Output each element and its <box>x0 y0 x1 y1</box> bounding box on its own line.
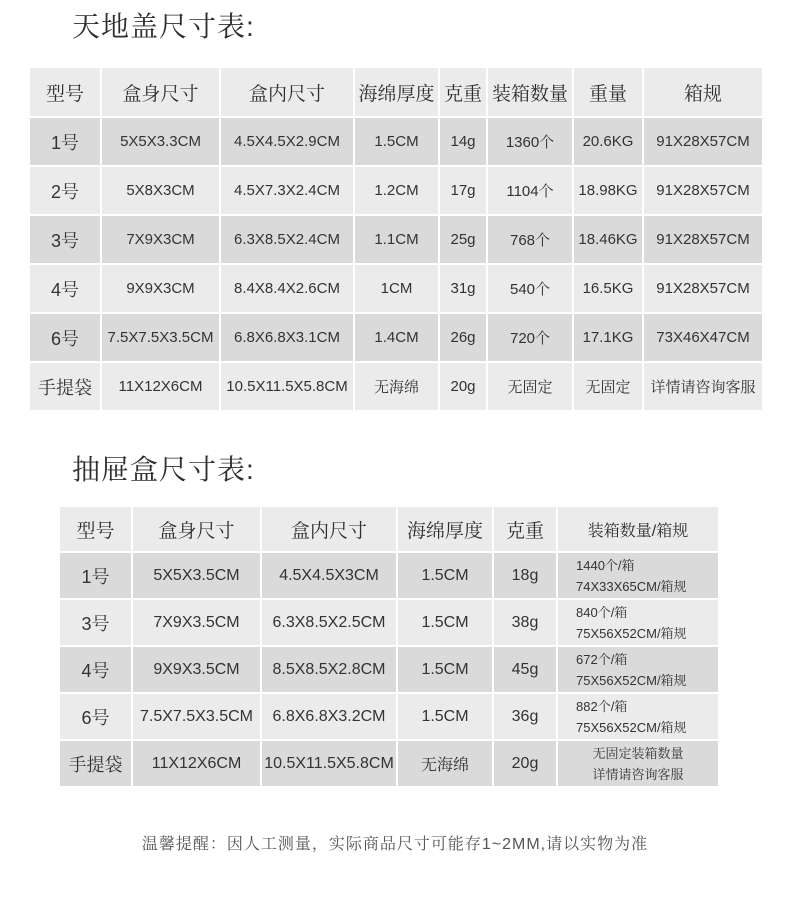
sponge-thickness-cell: 1.1CM <box>355 216 438 263</box>
measurement-notice: 温馨提醒：因人工测量，实际商品尺寸可能存1~2MM,请以实物为准 <box>141 836 649 853</box>
header-packing-quantity: 装箱数量 <box>488 68 572 116</box>
sponge-thickness-cell: 1.5CM <box>355 118 438 165</box>
header-outer-size: 盒身尺寸 <box>102 68 219 116</box>
packing-quantity-cell: 1104个 <box>488 167 572 214</box>
header-inner-size: 盒内尺寸 <box>221 68 353 116</box>
model-cell: 6号 <box>30 314 100 361</box>
weight-cell: 25g <box>440 216 486 263</box>
inner-size-cell: 8.4X8.4X2.6CM <box>221 265 353 312</box>
packing-quantity-line: 672个/箱 <box>576 651 628 667</box>
packing-quantity-line: 无固定装箱数量 <box>592 745 684 761</box>
packing-quantity-cell: 720个 <box>488 314 572 361</box>
sponge-thickness-cell: 1.2CM <box>355 167 438 214</box>
carton-size-cell: 详情请咨询客服 <box>644 363 762 410</box>
packing-and-carton-cell <box>558 553 718 598</box>
inner-size-cell: 6.3X8.5X2.5CM <box>262 600 396 645</box>
model-cell: 手提袋 <box>60 741 131 786</box>
drawer-box-table-title: 抽屉盒尺寸表: <box>72 454 255 485</box>
carton-weight-cell: 16.5KG <box>574 265 642 312</box>
outer-size-cell: 7.5X7.5X3.5CM <box>133 694 260 739</box>
weight-cell: 17g <box>440 167 486 214</box>
header-weight: 克重 <box>440 68 486 116</box>
weight-cell: 20g <box>494 741 556 786</box>
inner-size-cell: 4.5X7.3X2.4CM <box>221 167 353 214</box>
header-packing-and-carton: 装箱数量/箱规 <box>558 507 718 551</box>
carton-size-cell: 91X28X57CM <box>644 118 762 165</box>
carton-size-line: 75X56X52CM/箱规 <box>576 625 687 641</box>
carton-size-cell: 91X28X57CM <box>644 167 762 214</box>
weight-cell: 31g <box>440 265 486 312</box>
packing-quantity-line: 882个/箱 <box>576 698 628 714</box>
carton-weight-cell: 无固定 <box>574 363 642 410</box>
carton-size-line: 75X56X52CM/箱规 <box>576 672 687 688</box>
outer-size-cell: 5X5X3.5CM <box>133 553 260 598</box>
model-cell: 3号 <box>30 216 100 263</box>
packing-and-carton-cell <box>558 741 718 786</box>
packing-quantity-cell: 1360个 <box>488 118 572 165</box>
carton-size-line: 75X56X52CM/箱规 <box>576 719 687 735</box>
header-outer-size: 盒身尺寸 <box>133 507 260 551</box>
model-cell: 1号 <box>30 118 100 165</box>
outer-size-cell: 7X9X3CM <box>102 216 219 263</box>
inner-size-cell: 6.3X8.5X2.4CM <box>221 216 353 263</box>
carton-size-cell: 91X28X57CM <box>644 265 762 312</box>
drawer-box-size-table <box>60 507 718 786</box>
carton-size-line: 74X33X65CM/箱规 <box>576 578 687 594</box>
carton-size-line: 详情请咨询客服 <box>592 766 684 782</box>
packing-quantity-cell: 无固定 <box>488 363 572 410</box>
sponge-thickness-cell: 1.5CM <box>398 553 492 598</box>
packing-and-carton-cell <box>558 694 718 739</box>
inner-size-cell: 10.5X11.5X5.8CM <box>221 363 353 410</box>
model-cell: 6号 <box>60 694 131 739</box>
weight-cell: 20g <box>440 363 486 410</box>
header-inner-size: 盒内尺寸 <box>262 507 396 551</box>
sponge-thickness-cell: 1.4CM <box>355 314 438 361</box>
carton-weight-cell: 18.98KG <box>574 167 642 214</box>
outer-size-cell: 11X12X6CM <box>102 363 219 410</box>
inner-size-cell: 6.8X6.8X3.2CM <box>262 694 396 739</box>
weight-cell: 14g <box>440 118 486 165</box>
sponge-thickness-cell: 1.5CM <box>398 600 492 645</box>
header-sponge-thickness: 海绵厚度 <box>398 507 492 551</box>
weight-cell: 36g <box>494 694 556 739</box>
sponge-thickness-cell: 1CM <box>355 265 438 312</box>
header-model: 型号 <box>60 507 131 551</box>
weight-cell: 45g <box>494 647 556 692</box>
outer-size-cell: 5X5X3.3CM <box>102 118 219 165</box>
weight-cell: 18g <box>494 553 556 598</box>
weight-cell: 26g <box>440 314 486 361</box>
inner-size-cell: 10.5X11.5X5.8CM <box>262 741 396 786</box>
model-cell: 手提袋 <box>30 363 100 410</box>
lid-box-size-table <box>30 68 762 410</box>
model-cell: 4号 <box>30 265 100 312</box>
inner-size-cell: 4.5X4.5X2.9CM <box>221 118 353 165</box>
outer-size-cell: 7.5X7.5X3.5CM <box>102 314 219 361</box>
weight-cell: 38g <box>494 600 556 645</box>
model-cell: 4号 <box>60 647 131 692</box>
header-carton-size: 箱规 <box>644 68 762 116</box>
sponge-thickness-cell: 无海绵 <box>355 363 438 410</box>
outer-size-cell: 7X9X3.5CM <box>133 600 260 645</box>
lid-box-table-title: 天地盖尺寸表: <box>72 11 255 42</box>
header-carton-weight: 重量 <box>574 68 642 116</box>
header-sponge-thickness: 海绵厚度 <box>355 68 438 116</box>
inner-size-cell: 4.5X4.5X3CM <box>262 553 396 598</box>
header-model: 型号 <box>30 68 100 116</box>
outer-size-cell: 9X9X3CM <box>102 265 219 312</box>
packing-quantity-cell: 540个 <box>488 265 572 312</box>
packing-quantity-line: 1440个/箱 <box>576 557 635 573</box>
sponge-thickness-cell: 1.5CM <box>398 694 492 739</box>
sponge-thickness-cell: 无海绵 <box>398 741 492 786</box>
model-cell: 1号 <box>60 553 131 598</box>
packing-quantity-line: 840个/箱 <box>576 604 628 620</box>
packing-quantity-cell: 768个 <box>488 216 572 263</box>
outer-size-cell: 11X12X6CM <box>133 741 260 786</box>
outer-size-cell: 5X8X3CM <box>102 167 219 214</box>
model-cell: 3号 <box>60 600 131 645</box>
inner-size-cell: 6.8X6.8X3.1CM <box>221 314 353 361</box>
packing-and-carton-cell <box>558 600 718 645</box>
header-weight: 克重 <box>494 507 556 551</box>
sponge-thickness-cell: 1.5CM <box>398 647 492 692</box>
carton-weight-cell: 18.46KG <box>574 216 642 263</box>
carton-size-cell: 91X28X57CM <box>644 216 762 263</box>
carton-weight-cell: 17.1KG <box>574 314 642 361</box>
outer-size-cell: 9X9X3.5CM <box>133 647 260 692</box>
packing-and-carton-cell <box>558 647 718 692</box>
inner-size-cell: 8.5X8.5X2.8CM <box>262 647 396 692</box>
carton-size-cell: 73X46X47CM <box>644 314 762 361</box>
carton-weight-cell: 20.6KG <box>574 118 642 165</box>
model-cell: 2号 <box>30 167 100 214</box>
